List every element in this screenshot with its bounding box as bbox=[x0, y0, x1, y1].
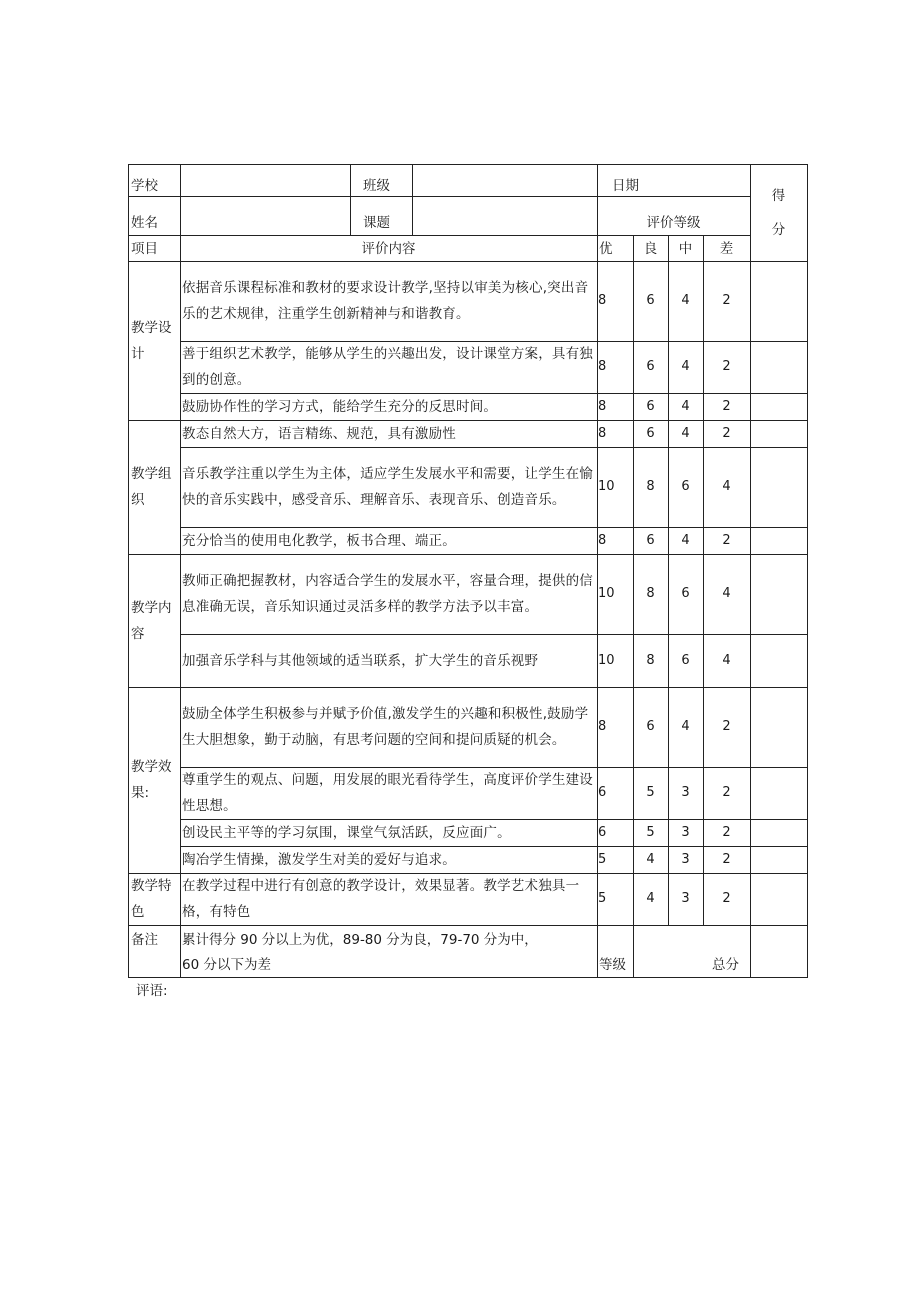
table-border bbox=[633, 447, 634, 527]
table-border bbox=[703, 767, 704, 819]
criterion-text: 鼓励全体学生积极参与并赋予价值,激发学生的兴趣和积极性,鼓励学生大胆想象，勤于动脑，有思考问题的空间和提问质疑的机会。 bbox=[182, 706, 589, 748]
criterion-text: 善于组织艺术教学，能够从学生的兴趣出发，设计课堂方案，具有独到的创意。 bbox=[182, 346, 593, 388]
score-value: 8 bbox=[598, 719, 607, 734]
table-border bbox=[633, 420, 634, 447]
score-value: 4 bbox=[681, 359, 690, 374]
score-value: 5 bbox=[598, 851, 607, 867]
score-value: 5 bbox=[646, 824, 655, 840]
table-border bbox=[750, 925, 751, 977]
table-border bbox=[597, 420, 598, 447]
score-value: 6 bbox=[646, 425, 655, 441]
table-border bbox=[128, 196, 751, 197]
table-border bbox=[180, 687, 181, 767]
score-value: 6 bbox=[598, 785, 607, 800]
table-border bbox=[750, 447, 751, 527]
score-value: 10 bbox=[598, 586, 615, 601]
score-value: 4 bbox=[681, 293, 690, 308]
school-label: 学校 bbox=[131, 178, 158, 194]
score-value: 6 bbox=[646, 532, 655, 548]
table-border bbox=[750, 393, 751, 420]
table-border bbox=[180, 925, 808, 926]
table-border bbox=[668, 420, 669, 447]
table-border bbox=[703, 527, 704, 554]
table-border bbox=[128, 261, 129, 420]
table-border bbox=[597, 873, 598, 925]
score-value: 4 bbox=[681, 398, 690, 414]
criterion-text: 教态自然大方，语言精练、规范，具有激励性 bbox=[182, 425, 456, 442]
score-value: 6 bbox=[681, 479, 690, 494]
score-value: 5 bbox=[646, 785, 655, 800]
table-border bbox=[633, 873, 634, 925]
level-header: 良 bbox=[643, 241, 658, 257]
table-border bbox=[633, 527, 634, 554]
table-border bbox=[703, 819, 704, 846]
score-value: 4 bbox=[722, 586, 731, 601]
table-border bbox=[807, 420, 808, 554]
table-border bbox=[668, 819, 669, 846]
category-label: 教学设计 bbox=[131, 319, 172, 362]
table-border bbox=[180, 687, 808, 688]
table-border bbox=[750, 554, 751, 634]
table-border bbox=[597, 554, 598, 634]
table-border bbox=[180, 554, 181, 634]
table-border bbox=[633, 634, 634, 687]
table-border bbox=[750, 634, 751, 687]
table-border bbox=[180, 393, 181, 420]
table-border bbox=[807, 873, 808, 925]
table-border bbox=[180, 554, 808, 555]
table-border bbox=[180, 846, 181, 873]
content-header: 评价内容 bbox=[361, 241, 416, 257]
score-value: 6 bbox=[646, 359, 655, 374]
table-border bbox=[668, 341, 669, 393]
table-border bbox=[633, 819, 634, 846]
score-value: 8 bbox=[598, 293, 607, 308]
score-value: 4 bbox=[646, 891, 655, 906]
table-border bbox=[633, 687, 634, 767]
score-value: 6 bbox=[646, 719, 655, 734]
score-value: 2 bbox=[722, 398, 731, 414]
table-border bbox=[128, 687, 129, 873]
table-border bbox=[668, 687, 669, 767]
criterion-text: 尊重学生的观点、问题，用发展的眼光看待学生，高度评价学生建设性思想。 bbox=[182, 772, 593, 814]
criterion-text: 依据音乐课程标准和教材的要求设计教学,坚持以审美为核心,突出音乐的艺术规律，注重学生创新精神与和谐教育。 bbox=[182, 280, 589, 322]
score-value: 2 bbox=[722, 785, 731, 800]
score-header: 得 bbox=[771, 188, 786, 204]
score-value: 6 bbox=[681, 586, 690, 601]
score-value: 8 bbox=[598, 532, 607, 548]
remarks-line-2: 60 分以下为差 bbox=[182, 957, 271, 973]
table-border bbox=[128, 925, 129, 977]
table-border bbox=[668, 846, 669, 873]
table-border bbox=[807, 261, 808, 420]
category-label: 教学内容 bbox=[131, 599, 172, 642]
table-border bbox=[180, 447, 808, 448]
table-border bbox=[180, 261, 181, 341]
table-border bbox=[703, 393, 704, 420]
table-border bbox=[128, 873, 129, 925]
score-value: 6 bbox=[681, 652, 690, 668]
category-label: 教学组织 bbox=[131, 466, 172, 508]
table-border bbox=[597, 447, 598, 527]
table-border bbox=[668, 527, 669, 554]
table-border bbox=[750, 846, 751, 873]
table-border bbox=[703, 554, 704, 634]
criterion-text: 加强音乐学科与其他领域的适当联系，扩大学生的音乐视野 bbox=[182, 652, 539, 669]
item-header: 项目 bbox=[131, 241, 158, 257]
score-value: 6 bbox=[598, 824, 607, 840]
class-label: 班级 bbox=[363, 178, 390, 194]
category-label: 教学特色 bbox=[131, 878, 172, 920]
score-value: 4 bbox=[646, 851, 655, 867]
criterion-text: 教师正确把握教材，内容适合学生的发展水平，容量合理，提供的信息准确无误，音乐知识通过灵活多样的教学方法予以丰富。 bbox=[182, 573, 593, 615]
table-border bbox=[668, 767, 669, 819]
score-value: 4 bbox=[681, 532, 690, 548]
score-value: 4 bbox=[681, 719, 690, 734]
table-border bbox=[750, 261, 751, 341]
score-value: 4 bbox=[722, 652, 731, 668]
score-value: 2 bbox=[722, 425, 731, 441]
grade-header: 评价等级 bbox=[646, 215, 701, 231]
table-border bbox=[128, 164, 129, 261]
table-border bbox=[128, 687, 181, 688]
table-border bbox=[703, 420, 704, 447]
score-value: 2 bbox=[722, 851, 731, 867]
table-border bbox=[180, 420, 181, 447]
table-border bbox=[597, 634, 598, 687]
table-border bbox=[128, 554, 129, 687]
score-value: 2 bbox=[722, 359, 731, 374]
score-value: 3 bbox=[681, 891, 690, 906]
score-value: 2 bbox=[722, 719, 731, 734]
table-border bbox=[180, 634, 181, 687]
table-border bbox=[180, 447, 181, 527]
table-border bbox=[750, 420, 751, 447]
remarks-line-1: 累计得分 90 分以上为优，89-80 分为良，79-70 分为中， bbox=[182, 932, 538, 948]
grade-label: 等级 bbox=[599, 957, 626, 973]
table-border bbox=[750, 164, 751, 261]
score-value: 4 bbox=[681, 425, 690, 441]
criterion-text: 充分恰当的使用电化教学，板书合理、端正。 bbox=[182, 532, 456, 549]
table-border bbox=[350, 164, 351, 235]
table-border bbox=[703, 873, 704, 925]
table-border bbox=[633, 554, 634, 634]
score-value: 10 bbox=[598, 479, 615, 494]
score-value: 3 bbox=[681, 851, 690, 867]
score-value: 8 bbox=[598, 398, 607, 414]
table-border bbox=[412, 164, 413, 235]
table-border bbox=[597, 261, 598, 341]
category-label: 教学效果: bbox=[131, 759, 172, 801]
table-border bbox=[180, 341, 181, 393]
score-value: 10 bbox=[598, 652, 615, 668]
score-header: 分 bbox=[771, 222, 786, 238]
table-border bbox=[597, 925, 598, 977]
table-border bbox=[703, 341, 704, 393]
table-border bbox=[807, 164, 808, 261]
table-border bbox=[597, 819, 598, 846]
table-border bbox=[597, 687, 598, 767]
criterion-text: 陶冶学生情操，激发学生对美的爱好与追求。 bbox=[182, 851, 456, 868]
table-border bbox=[633, 393, 634, 420]
table-border bbox=[180, 873, 181, 925]
level-header: 差 bbox=[719, 241, 734, 257]
table-border bbox=[807, 687, 808, 873]
table-border bbox=[703, 261, 704, 341]
score-value: 4 bbox=[722, 479, 731, 494]
table-border bbox=[180, 634, 808, 635]
table-border bbox=[633, 846, 634, 873]
score-value: 3 bbox=[681, 824, 690, 840]
table-border bbox=[750, 819, 751, 846]
score-value: 8 bbox=[646, 652, 655, 668]
score-value: 6 bbox=[646, 398, 655, 414]
table-border bbox=[668, 554, 669, 634]
table-border bbox=[750, 341, 751, 393]
table-border bbox=[597, 846, 598, 873]
topic-label: 课题 bbox=[363, 215, 390, 231]
total-label: 总分 bbox=[712, 957, 739, 973]
table-border bbox=[703, 634, 704, 687]
table-border bbox=[633, 925, 634, 977]
table-border bbox=[750, 873, 751, 925]
table-border bbox=[668, 873, 669, 925]
table-border bbox=[750, 767, 751, 819]
score-value: 8 bbox=[646, 479, 655, 494]
table-border bbox=[128, 164, 808, 165]
table-border bbox=[180, 527, 181, 554]
table-border bbox=[750, 687, 751, 767]
score-value: 8 bbox=[598, 359, 607, 374]
score-value: 2 bbox=[722, 293, 731, 308]
level-header: 中 bbox=[678, 241, 693, 257]
table-border bbox=[128, 925, 181, 926]
score-value: 3 bbox=[681, 785, 690, 800]
table-border bbox=[180, 819, 181, 846]
table-border bbox=[180, 767, 181, 819]
criterion-text: 创设民主平等的学习氛围，课堂气氛活跃，反应面广。 bbox=[182, 824, 511, 841]
table-border bbox=[633, 767, 634, 819]
table-border bbox=[703, 846, 704, 873]
table-border bbox=[703, 447, 704, 527]
table-border bbox=[597, 235, 598, 261]
table-border bbox=[750, 527, 751, 554]
score-value: 8 bbox=[646, 586, 655, 601]
score-value: 2 bbox=[722, 891, 731, 906]
table-border bbox=[597, 767, 598, 819]
table-border bbox=[807, 925, 808, 977]
table-border bbox=[597, 341, 598, 393]
table-border bbox=[668, 447, 669, 527]
date-label: 日期 bbox=[612, 178, 639, 194]
table-border bbox=[128, 420, 181, 421]
score-value: 8 bbox=[598, 425, 607, 441]
table-border bbox=[633, 341, 634, 393]
table-border bbox=[597, 527, 598, 554]
criterion-text: 鼓励协作性的学习方式，能给学生充分的反思时间。 bbox=[182, 398, 498, 415]
criterion-text: 音乐教学注重以学生为主体，适应学生发展水平和需要，让学生在愉快的音乐实践中，感受音乐、理解音乐、表现音乐、创造音乐。 bbox=[182, 466, 593, 508]
table-border bbox=[668, 634, 669, 687]
table-border bbox=[703, 687, 704, 767]
remarks-label: 备注 bbox=[131, 932, 158, 948]
table-border bbox=[180, 164, 181, 235]
table-border bbox=[807, 554, 808, 687]
table-border bbox=[128, 420, 129, 554]
score-value: 6 bbox=[646, 293, 655, 308]
table-border bbox=[633, 261, 634, 341]
score-value: 2 bbox=[722, 532, 731, 548]
level-header: 优 bbox=[599, 241, 613, 257]
name-label: 姓名 bbox=[131, 215, 158, 231]
table-border bbox=[668, 393, 669, 420]
table-border bbox=[128, 554, 181, 555]
criterion-text: 在教学过程中进行有创意的教学设计，效果显著。教学艺术独具一格，有特色 bbox=[182, 878, 580, 920]
comment-label: 评语: bbox=[136, 983, 168, 999]
table-border bbox=[597, 393, 598, 420]
score-value: 5 bbox=[598, 891, 607, 906]
table-border bbox=[180, 925, 181, 977]
table-border bbox=[668, 261, 669, 341]
score-value: 2 bbox=[722, 824, 731, 840]
